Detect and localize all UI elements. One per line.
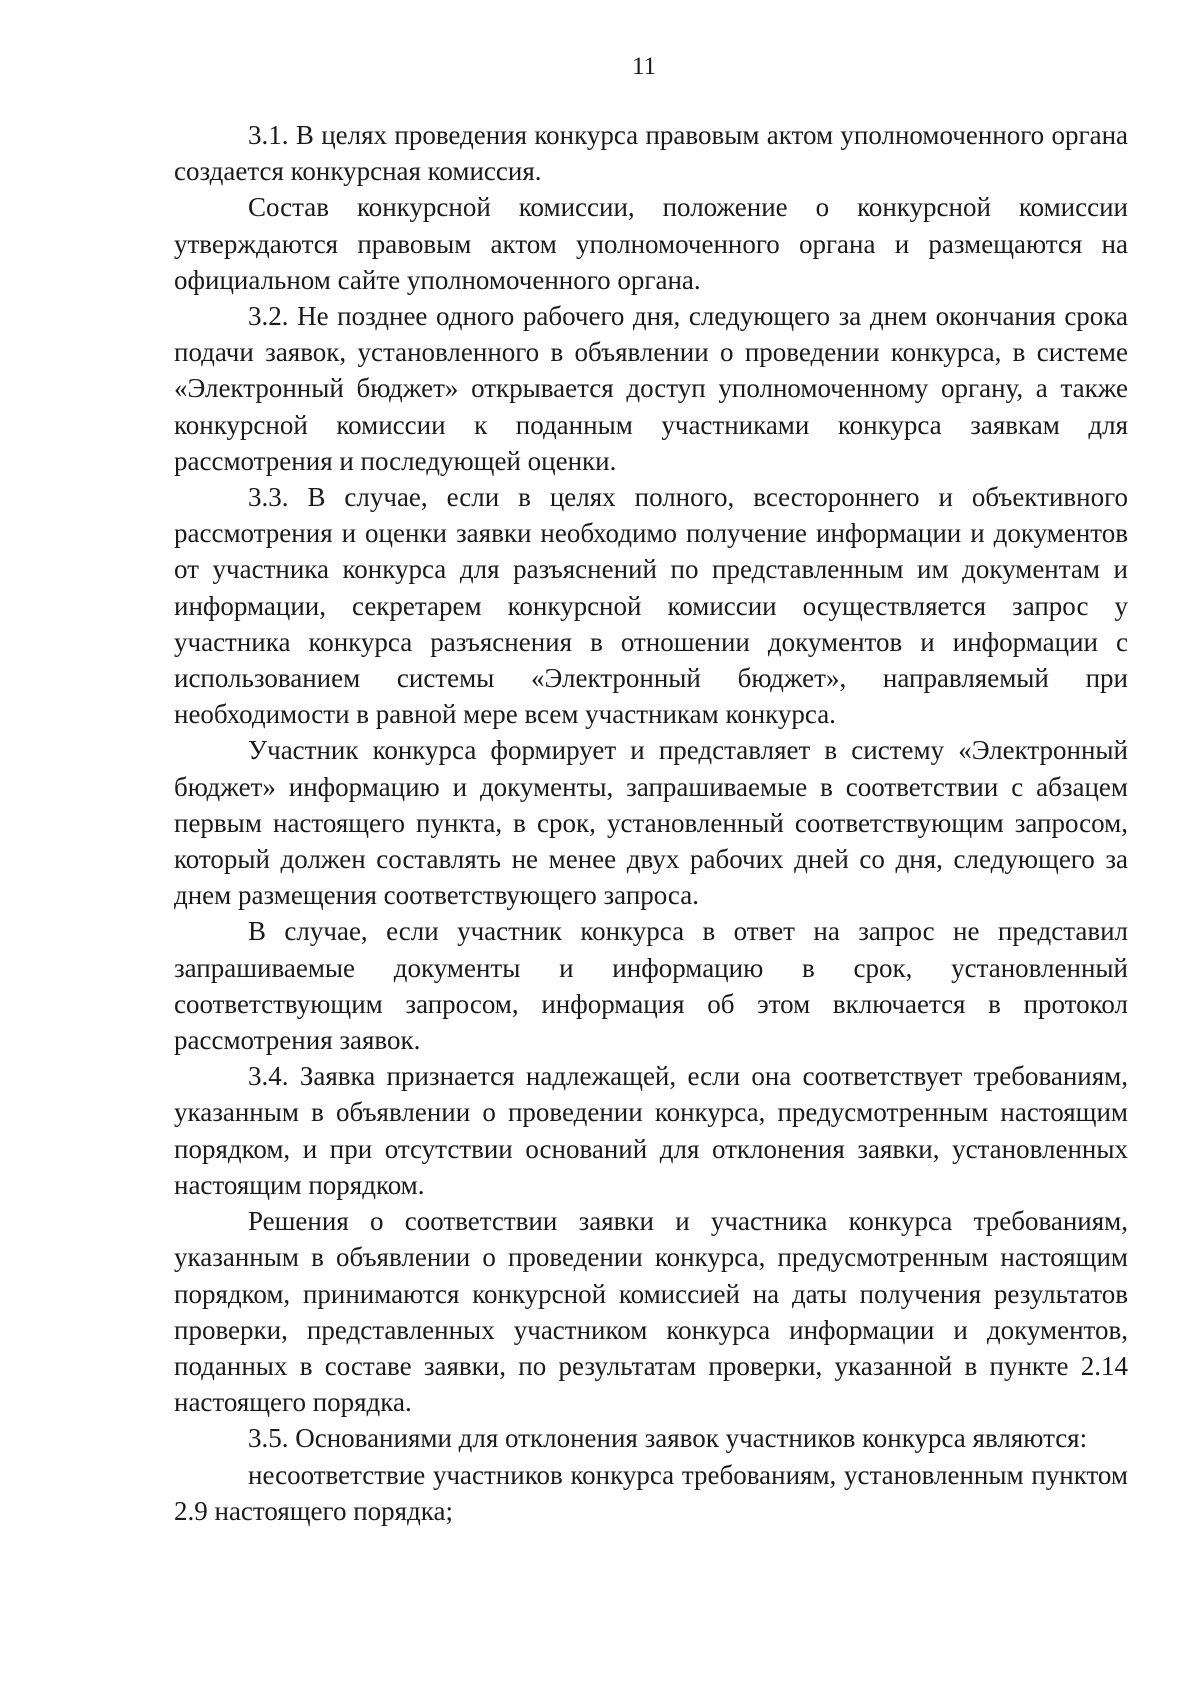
- page-number: 11: [631, 53, 657, 80]
- paragraph-no-response: В случае, если участник конкурса в ответ на запрос не представил запрашиваемые документы и информацию в срок, установленный соответствующим запросом, информация об этом включается в протокол рассмотрения заявок.: [174, 916, 1128, 1056]
- paragraph-decisions: Решения о соответствии заявки и участника конкурса требованиям, указанным в объявлении о проведении конкурса, предусмотренным настоящим порядком, принимаются конкурсной комиссией на даты получения результатов проверки, представленных участником конкурса информации и документов, поданных в составе заявки, по результатам проверки, указанной в пункте 2.14 настоящего порядка.: [174, 1206, 1128, 1418]
- paragraph-3-1: 3.1. В целях проведения конкурса правовым актом уполномоченного органа создается конкурсная комиссия.: [174, 120, 1128, 187]
- paragraph-rejection-ground: несоответствие участников конкурса требованиям, установленным пунктом 2.9 настоящего порядка;: [174, 1459, 1128, 1526]
- paragraph-commission-composition: Состав конкурсной комиссии, положение о конкурсной комиссии утверждаются правовым актом уполномоченного органа и размещаются на официальном сайте уполномоченного органа.: [174, 192, 1128, 295]
- paragraph-3-5: 3.5. Основаниями для отклонения заявок участников конкурса являются:: [248, 1423, 1088, 1454]
- paragraph-3-3: 3.3. В случае, если в целях полного, всестороннего и объективного рассмотрения и оценки заявки необходимо получение информации и документов от участника конкурса для разъяснений по представленным им документам и информации, секретарем конкурсной комиссии осуществляется запрос у участника конкурса разъяснения в отношении документов и информации с использованием системы «Электронный бюджет», направляемый при необходимости в равной мере всем участникам конкурса.: [174, 482, 1128, 730]
- paragraph-3-2: 3.2. Не позднее одного рабочего дня, следующего за днем окончания срока подачи заявок, установленного в объявлении о проведении конкурса, в системе «Электронный бюджет» открывается доступ уполномоченному органу, а также конкурсной комиссии к поданным участниками конкурса заявкам для рассмотрения и последующей оценки.: [174, 301, 1128, 476]
- paragraph-participant-response: Участник конкурса формирует и представляет в систему «Электронный бюджет» информацию и документы, запрашиваемые в соответствии с абзацем первым настоящего пункта, в срок, установленный соответствующим запросом, который должен составлять не менее двух рабочих дней со дня, следующего за днем размещения соответствующего запроса.: [174, 735, 1128, 911]
- paragraph-3-4: 3.4. Заявка признается надлежащей, если она соответствует требованиям, указанным в объявлении о проведении конкурса, предусмотренным настоящим порядком, и при отсутствии оснований для отклонения заявки, установленных настоящим порядком.: [174, 1061, 1128, 1200]
- document-body: [174, 117, 1128, 1529]
